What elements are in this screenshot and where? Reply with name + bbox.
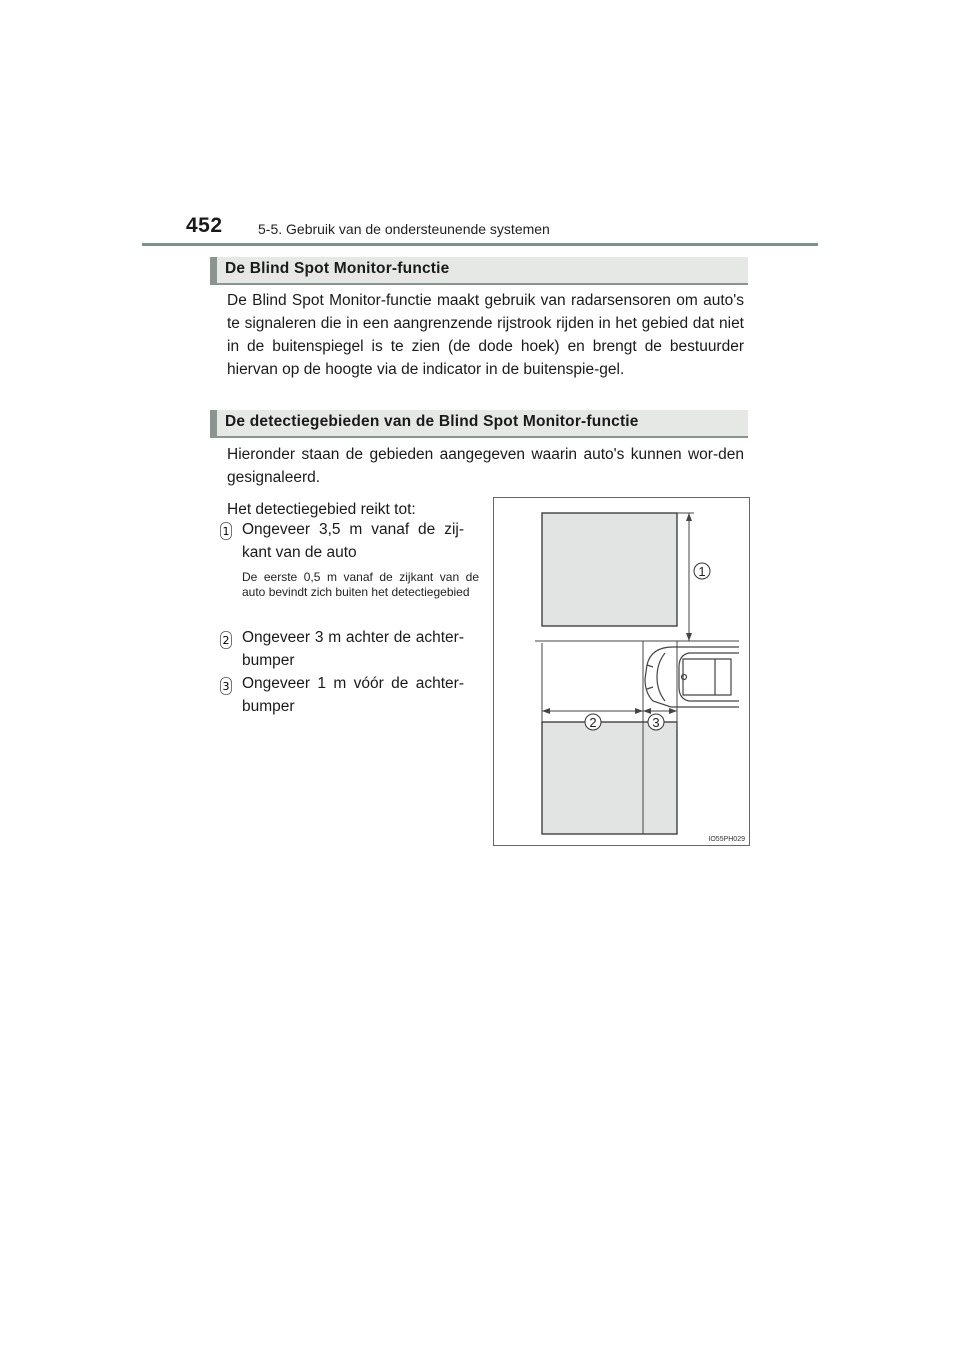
item-number-2-text: 2 bbox=[222, 634, 230, 647]
callout-1-marker bbox=[694, 563, 710, 579]
section-heading-blind-spot bbox=[210, 257, 748, 285]
callout-2-text: 2 bbox=[589, 715, 597, 730]
item-note-1: De eerste 0,5 m vanaf de zijkant van de auto bevindt zich buiten het detectiegebied bbox=[242, 570, 479, 599]
callout-3-text: 3 bbox=[652, 715, 660, 730]
item-number-1 bbox=[220, 522, 232, 540]
reach-paragraph: Het detectiegebied reikt tot: bbox=[227, 501, 416, 518]
detection-area-side bbox=[542, 513, 677, 626]
item-number-2 bbox=[220, 631, 232, 649]
callout-3-marker bbox=[648, 714, 664, 730]
page-number: 452 bbox=[186, 214, 223, 237]
item-text-2: Ongeveer 3 m achter de achter-bumper bbox=[242, 629, 464, 669]
item-number-3-text: 3 bbox=[222, 680, 230, 693]
callout-2-marker bbox=[585, 714, 601, 730]
running-header: 5-5. Gebruik van de ondersteunende systemen bbox=[258, 221, 550, 237]
section-heading-detection-areas bbox=[210, 410, 748, 438]
section-heading-text: De Blind Spot Monitor-functie bbox=[225, 260, 450, 277]
item-text-1: Ongeveer 3,5 m vanaf de zij-kant van de auto bbox=[242, 521, 464, 561]
areas-paragraph: Hieronder staan de gebieden aangegeven waarin auto's kunnen wor-den gesignaleerd. bbox=[227, 446, 744, 486]
item-number-1-text: 1 bbox=[222, 525, 230, 538]
section-heading-text: De detectiegebieden van de Blind Spot Monitor-functie bbox=[225, 413, 639, 430]
detection-area-rear bbox=[542, 722, 677, 834]
callout-1-text: 1 bbox=[698, 564, 706, 579]
item-text-3: Ongeveer 1 m vóór de achter-bumper bbox=[242, 675, 464, 715]
item-number-3 bbox=[220, 677, 232, 695]
detection-area-diagram bbox=[493, 497, 750, 846]
figure-code: IO55PH029 bbox=[708, 836, 745, 843]
intro-paragraph: De Blind Spot Monitor-functie maakt gebruik van radarsensoren om auto's te signaleren die in een aangrenzende rijstrook rijden in het gebied dat niet in de buitenspiegel is te zien (de dode hoek) en brengt de bestuurder hiervan op de hoogte via de indicator in de buitenspie-gel. bbox=[227, 292, 744, 378]
header-rule bbox=[142, 243, 818, 246]
